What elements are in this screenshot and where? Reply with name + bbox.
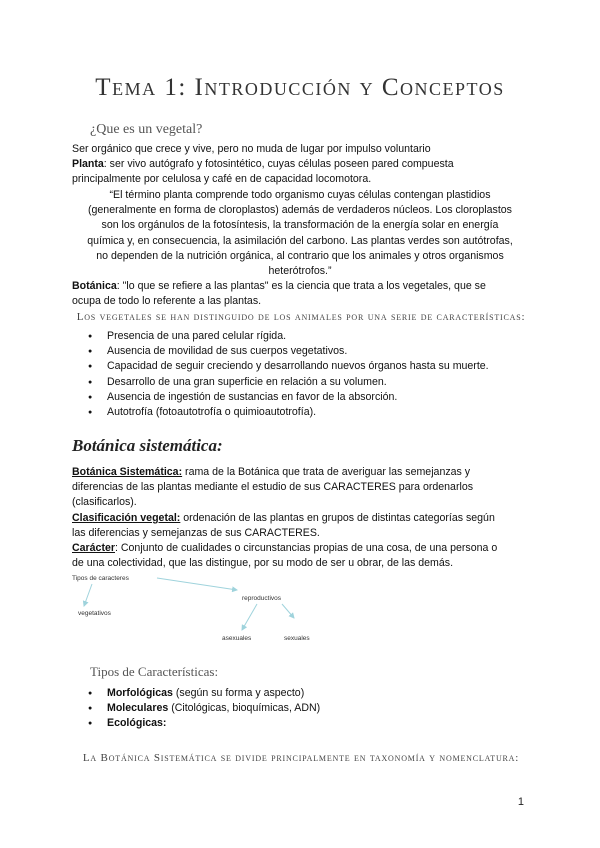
def2-text-2: las diferencias y semejanzas de sus CARACTERES. — [72, 526, 320, 539]
section-heading-vegetal: ¿Que es un vegetal? — [90, 122, 203, 137]
botanica-text: : "lo que se refiere a las plantas" es la ciencia que trata a los vegetales, que se — [116, 280, 486, 292]
planta-quote — [60, 188, 540, 279]
def2-text: ordenación de las plantas en grupos de distintas categorías según — [180, 511, 495, 524]
item-term: Morfológicas — [107, 687, 173, 699]
botanica-text-2: ocupa de todo lo referente a las plantas. — [72, 295, 262, 308]
page-number: 1 — [517, 796, 524, 808]
def2-term: Clasificación vegetal: — [72, 511, 181, 524]
diagram-sub-left-label: asexuales — [222, 635, 252, 642]
planta-text: : ser vivo autógrafo y fotosintético, cuyas células poseen pared compuesta — [103, 158, 454, 171]
tipos-list — [72, 686, 530, 732]
botanica-definition — [72, 279, 530, 309]
list-item — [72, 701, 530, 716]
list-item: ● Ausencia de ingestión de sustancias en favor de la absorción. — [72, 390, 530, 405]
arrow-left — [84, 584, 92, 606]
arrow-sub-right — [282, 604, 294, 618]
list-item: ● Desarrollo de una gran superficie en relación a su volumen. — [72, 375, 530, 390]
item-term: Moleculares — [107, 702, 169, 715]
list-item — [72, 716, 530, 731]
list-item — [72, 686, 530, 701]
item-text: (según su forma y aspecto) — [172, 687, 305, 699]
diagram-left-label: vegetativos — [78, 610, 111, 617]
item-text: (Citológicas, bioquímicas, ADN) — [168, 702, 321, 715]
item-term: Ecológicas: — [107, 717, 167, 730]
page-title: Tema 1: Introducción y Conceptos — [95, 74, 505, 101]
list-item: ● Capacidad de seguir creciendo y desarrollando nuevos órganos hasta su muerte. — [72, 359, 530, 374]
arrow-right — [157, 578, 237, 590]
vegetales-subheading: Los vegetales se han distinguido de los animales por una serie de características: — [76, 311, 526, 323]
def1-text-3: (clasificarlos). — [72, 496, 137, 509]
caracteres-diagram — [72, 572, 332, 644]
section-heading-botanica-sistematica: Botánica sistemática: — [72, 436, 223, 455]
planta-definition — [72, 157, 530, 172]
def1-text: rama de la Botánica que trata de averiguar las semejanzas y — [182, 466, 471, 478]
arrow-sub-left — [242, 604, 257, 630]
def3-text-2: de una colectividad, que las distingue, por su modo de ser u obrar, de las demás. — [72, 557, 454, 570]
vegetal-definition — [72, 142, 530, 188]
botanica-term: Botánica — [72, 280, 117, 292]
quote-line: “El término planta comprende todo organismo cuyas células contengan plastidios — [109, 189, 491, 201]
list-item: ● Presencia de una pared celular rígida. — [72, 329, 530, 344]
def1-term: Botánica Sistemática: — [72, 466, 183, 478]
diagram-sub-right-label: sexuales — [284, 635, 310, 642]
diagram-right-label: reproductivos — [242, 595, 282, 602]
def3-term: Carácter — [72, 542, 115, 555]
quote-line: no dependen de la nutrición orgánica, al contrario que los animales y otros organismos — [96, 249, 504, 262]
section-heading-tipos: Tipos de Características: — [90, 664, 219, 679]
quote-line: química y, en consecuencia, la asimilación del carbono. Las plantas verdes son autótrofas, — [87, 234, 513, 247]
quote-line: heterótrofos.” — [268, 265, 332, 278]
vegetal-characteristics-list — [72, 329, 530, 420]
vegetal-line: Ser orgánico que crece y vive, pero no muda de lugar por impulso voluntario — [72, 143, 431, 155]
quote-line: (generalmente en forma de cloroplastos) además de verdaderos núcleos. Los cloroplastos — [88, 204, 512, 217]
quote-line: son los orgánulos de la fotosíntesis, la transformación de la energía solar en energía — [101, 219, 499, 232]
def1-text-2: diferencias de las plantas mediante el estudio de sus CARACTERES para ordenarlos — [72, 481, 474, 494]
closing-subheading: La Botánica Sistemática se divide principalmente en taxonomía y nomenclatura: — [82, 752, 520, 764]
list-item: ● Autotrofía (fotoautotrofía o quimioautotrofía). — [72, 405, 530, 420]
botanica-sistematica-definitions — [72, 465, 530, 571]
planta-term: Planta — [72, 158, 104, 171]
list-item: ● Ausencia de movilidad de sus cuerpos vegetativos. — [72, 344, 530, 359]
diagram-root-label: Tipos de caracteres — [72, 575, 129, 582]
def3-text: : Conjunto de cualidades o circunstancias propias de una cosa, de una persona o — [115, 542, 498, 555]
planta-text-2: principalmente por celulosa y café en de capacidad locomotora. — [72, 173, 372, 186]
